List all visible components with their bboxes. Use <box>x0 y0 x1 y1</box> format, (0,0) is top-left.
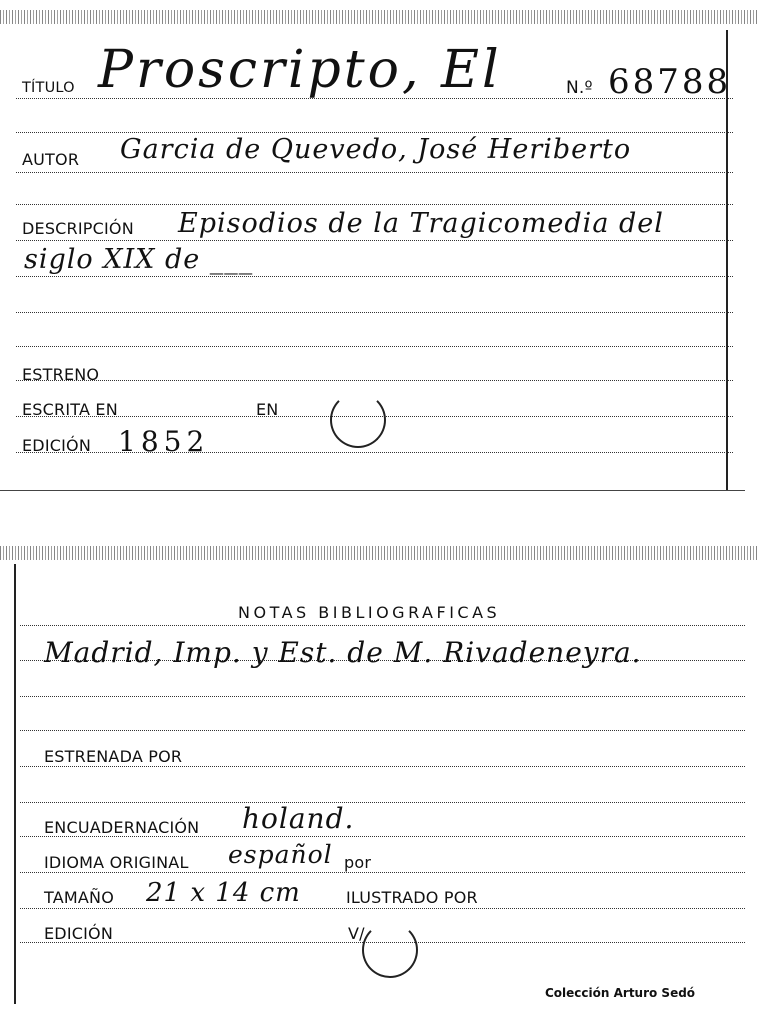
ilustrado-por-label: ILUSTRADO POR <box>346 888 478 907</box>
rule-line <box>16 172 733 173</box>
punch-hole-stamp <box>330 392 386 448</box>
rule-line <box>16 240 733 241</box>
estrenada-por-label: ESTRENADA POR <box>44 747 183 766</box>
idioma-original-label: IDIOMA ORIGINAL <box>44 853 189 872</box>
estreno-label: ESTRENO <box>22 365 100 384</box>
edicion-label: EDICIÓN <box>22 436 92 455</box>
tamano-value: 21 x 14 cm <box>146 878 301 908</box>
escrita-en-label: ESCRITA EN <box>22 400 118 419</box>
numero-label: N.º <box>566 78 593 98</box>
torn-edge <box>0 10 759 24</box>
rule-line <box>16 346 733 347</box>
vb-label: V/ <box>348 924 365 943</box>
card-bottom-edge <box>0 490 745 491</box>
descripcion-value-line2: siglo XIX de ___ <box>24 244 254 275</box>
autor-value: Garcia de Quevedo, José Heriberto <box>120 134 632 165</box>
edicion-label: EDICIÓN <box>44 924 114 943</box>
rule-line <box>20 802 745 803</box>
rule-line <box>16 312 733 313</box>
rule-line <box>16 276 733 277</box>
rule-line <box>20 625 745 626</box>
autor-label: AUTOR <box>22 150 80 169</box>
encuadernacion-label: ENCUADERNACIÓN <box>44 818 200 837</box>
por-label: por <box>344 853 372 872</box>
encuadernacion-value: holand. <box>242 802 355 835</box>
titulo-label: TÍTULO <box>22 80 75 96</box>
catalog-card-back <box>0 540 759 1028</box>
rule-line <box>16 204 733 205</box>
rule-line <box>20 908 745 909</box>
idioma-original-value: español <box>228 840 333 869</box>
rule-line <box>20 730 745 731</box>
torn-edge <box>0 546 759 560</box>
punch-hole-stamp <box>362 922 418 978</box>
catalog-card-front <box>0 0 759 500</box>
rule-line <box>20 696 745 697</box>
rule-line <box>20 872 745 873</box>
en-label: EN <box>256 400 279 419</box>
numero-value: 68788 <box>608 62 732 102</box>
rule-line <box>16 132 733 133</box>
collection-credit: Colección Arturo Sedó <box>545 986 696 1000</box>
notas-value: Madrid, Imp. y Est. de M. Rivadeneyra. <box>44 636 642 669</box>
notas-heading: NOTAS BIBLIOGRAFICAS <box>238 603 501 622</box>
titulo-value: Proscripto, El <box>98 40 502 100</box>
descripcion-label: DESCRIPCIÓN <box>22 219 134 238</box>
card-border-left <box>14 564 16 1004</box>
rule-line <box>16 380 733 381</box>
rule-line <box>20 766 745 767</box>
edicion-value: 1852 <box>118 425 210 458</box>
descripcion-value-line1: Episodios de la Tragicomedia del <box>178 208 664 239</box>
tamano-label: TAMAÑO <box>44 888 114 907</box>
